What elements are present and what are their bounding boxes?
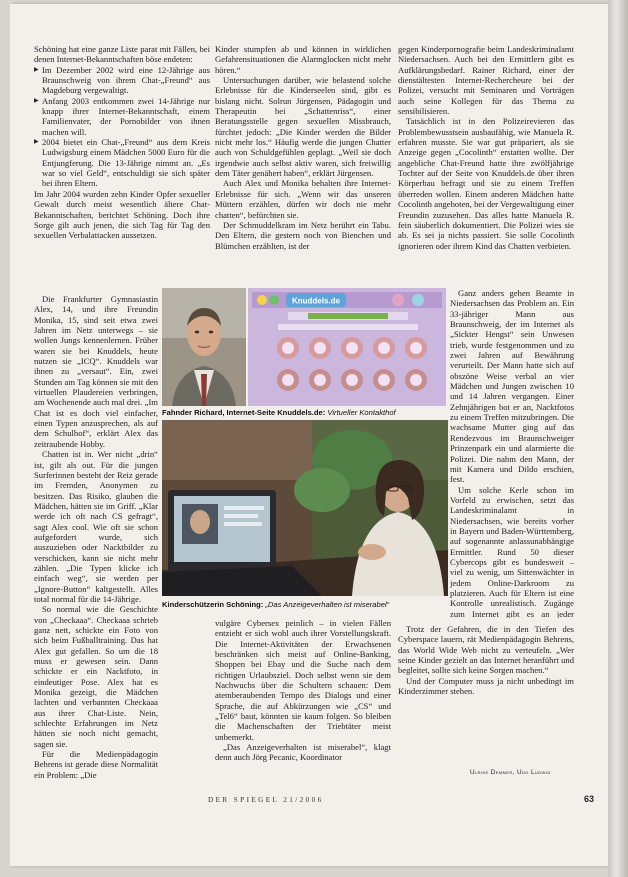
paragraph: ▶ Anfang 2003 entkommen zwei 14-Jährige nur knapp ihrer Internet-Bekanntschaft, einem Familienvater, der Pornobilder von ihnen machen will. [34,96,210,137]
paragraph: ▶ 2004 bietet ein Chat-„Freund“ aus dem Kreis Ludwigsburg einem Mädchen 5000 Euro für die Entjungferung. Die 13-Jährige nimmt an. „Es war so viel Geld“, entschuldigt sie sich später bei ihren Eltern. [34,137,210,189]
page-footer: DER SPIEGEL 21/2006 [208,796,324,804]
paragraph: Um solche Kerle schon im Vorfeld zu erwischen, setzt das Landeskriminalamt in Niedersachsen, wie bereits vorher in Bayern und Baden-Württemberg, auf sogenannte anlassunabhängige Ermittler. Rund 50 dieser Cybercops gibt es bundesweit – viel zu wenig, um Sittenwächter in jedem Online-Darkroom zu platzieren. Auch für Eltern ist eine Kontrolle unrealistisch. Zugänge zum Internet gibt es an jeder [450,484,574,618]
photo-schoening [162,420,448,596]
paragraph: Untersuchungen darüber, wie belastend solche Erlebnisse für die Kinderseelen sind, gibt es bislang nicht. Solrun Jürgensen, Pädagogin und Therapeutin bei „Schattenriss“, einer Beratungsstelle gegen sexuellen Missbrauch, fürchtet jedoch: „Die Kinder werden die Bilder nicht mehr los.“ Häufig werde die jungen Chatter auch von Schuldgefühlen geplagt. „Weil sie doch irgendwie auch selbst aktiv waren, sich freiwillig dem Täter genähert haben“, erklärt Jürgensen. [215,75,391,179]
photo-richard [162,288,246,406]
paragraph: Auch Alex und Monika behalten ihre Internet-Erlebnisse für sich. „Wenn wir das unseren Müttern erzählen, dürfen wir doch nie mehr chatten“, befürchten sie. [215,178,391,220]
page-number: 63 [584,794,595,804]
article-column-3 [398,44,574,284]
paragraph: Für die Medienpädagogin Behrens ist gerade diese Normalität ein Problem: „Die [34,749,158,780]
paragraph: Kinder stumpfen ab und können in wirklichen Gefahrensituationen die Alarmglocken nicht mehr hören.“ [215,44,391,75]
paragraph: vulgäre Cybersex peinlich – in vielen Fällen entzieht er sich wohl auch ihrer Vorstellungskraft. Die Internet-Aktivitäten der Erwachsenen beschränken sich meist auf Online-Banking, Shoppen bei Ebay und die Suche nach dem richtigen Urlaubsziel. Doch selbst wenn sie dem Nachwuchs über die Schultern schauen: Dem atemberaubenden Tempo des Dialogs und einer Sprache, die auf Abkürzungen wie „CS“ und „Tel6“ baut, könnten sie kaum folgen. So bleiben die Machenschaften der Triebtäter meist unbemerkt. [215,618,391,742]
article-column-1-narrow [34,294,158,794]
knuddels-screenshot [248,288,446,406]
paragraph: „Das Anzeigeverhalten ist miserabel“, klagt denn auch Jörg Pecanic, Koordinator [215,742,391,763]
article-column-3-narrow [450,288,574,618]
article-column-2 [215,44,391,282]
byline: Ulrike Demmer, Udo Ludwig [470,769,551,776]
paragraph: So normal wie die Geschichte von „Checkaaa“. Checkaaa schrieb ganz nett, schickte ein Foto von sich beim Fußballtraining. Das hat Alex gut gefallen. So um die 18 muss er gewesen sein. Dann schickte er ein Nacktfoto, in eindeutiger Pose. Alex hat es Monika gezeigt, die Mädchen lachten und verbannten Checkaaa aus ihrer Chat-Liste. Nein, schlechte Erfahrungen im Netz hätten sie noch nicht gemacht, sagen sie. [34,604,158,749]
knuddels-logo: Knuddels.de [291,296,341,306]
article-column-1 [34,44,210,294]
paragraph: Ganz anders gehen Beamte in Niedersachsen das Problem an. Ein 33-jähriger Mann aus Braunschweig, der im Internet als „Sickter Hengst“ sein Unwesen trieb, wurde festgenommen und zu zwei Jahren auf Bewährung verurteilt. Der Mann hatte sich auf obszöne Weise verbal an vier Mädchen und Jungen zwischen 10 und 14 Jahren vergangen. Einer Zehnjährigen bot er an, Nacktfotos zu einem Treffen mitzubringen. Die wachsame Mutter ging auf das Rendezvous im Braunschweiger Prinzenpark ein und alarmierte die Polizei. Die nahm den Mann, der mit Kamera und Dildo erschien, fest. [450,288,574,485]
page-fold [608,0,628,877]
article-column-3-bottom [398,624,574,764]
paragraph: ▶ Im Dezember 2002 wird eine 12-Jährige aus Braunschweig von ihrem Chat-„Freund“ aus Magdeburg vergewaltigt. [34,65,210,96]
paragraph: Tatsächlich ist in den Polizeirevieren das Problembewusstsein ausbaufähig, wie Manuela R. erfahren musste. Sie war gut präpariert, als sie Anzeige gegen „Cocolinth“ erstatten wollte. Der angebliche Chat-Freund hatte ihre zwölfjährige Tochter auf der Seite von Knuddels.de über ihren Körperbau befragt und sie zu einem Treffen überreden wollen. Einem anderen Mädchen hatte Cocolinth angeboten, bei der Vergewaltigung einer Freundin zuzusehen. Das alles hatte Manuela R. fein säuberlich dokumentiert. Die Polizei wies sie ab. Es sei ja nichts passiert. Sie solle Cocolinth ignorieren oder ihrem Kind das Chatten verbieten. [398,116,574,251]
paragraph: Schöning hat eine ganze Liste parat mit Fällen, bei denen Internet-Bekanntschaften böse endeten: [34,44,210,65]
paragraph: Die Frankfurter Gymnasiastin Alex, 14, und ihre Freundin Monika, 15, sind seit etwa zwei Jahren im Netz unterwegs – sie wollen Jungs kennenlernen. Früher waren sie bei Knuddels, heute nutzen sie „ICQ“. Knuddels war ihnen zu „versaut“. Ein, zwei Stunden am Tag können sie mit den virtuellen Plaudereien verbringen, am Wochenende auch mal drei. „Im Chat ist es doch viel einfacher, einen Typen anzusprechen, als auf dem Schulhof“, erklärt Alex das zeitraubende Hobby. [34,294,158,449]
paragraph: Und der Computer muss ja nicht unbedingt im Kinderzimmer stehen. [398,675,574,697]
article-column-2-bottom [215,618,391,788]
paragraph: Chatten ist in. Wer nicht „drin“ ist, gilt als out. Für die jungen Surferinnen besteht der Reiz gerade im Fremden, Anonymen zu besitzen. Das Risiko, glauben die Mädchen, hätten sie im Griff. „Klar werde ich oft nach CS gefragt“, sagt Alex cool. Wie oft sie schon aufgefordert wurde, sich auszuziehen oder Nacktbilder zu verschicken, kann sie nicht mehr zählen. „Die Typen klicke ich einfach weg“, sie werden per „Ignore-Button“ kaltgestellt. Alles total normal für die 14-Jährige. [34,449,158,604]
caption-photo-2: Kinderschützerin Schöning: „Das Anzeigeverhalten ist miserabel“ [162,600,390,609]
caption-photo-1: Fahnder Richard, Internet-Seite Knuddels.de: Virtueller Kontakthof [162,408,396,417]
paragraph: Im Jahr 2004 wurden zehn Kinder Opfer sexueller Gewalt durch meist wesentlich ältere Chat-Bekanntschaften, berichtet Schöning. Doch ihre Sorge gilt auch jenen, die sich Tag für Tag den sexuellen Verbalattacken aussetzen. [34,188,210,241]
paragraph: Der Schmuddelkram im Netz berührt ein Tabu. Den Eltern, die gestern noch von Bienchen und Blümchen erzählten, ist der [215,219,391,251]
paragraph: gegen Kinderpornografie beim Landeskriminalamt Niedersachsen. Auch bei den Ermittlern gibt es Aufklärungsbedarf. Rainer Richard, einer der dienstältesten Internet-Rechercheure bei der Polizei, versucht mit Seminaren und Vorträgen auch seine Kollegen für das Thema zu sensibilisieren. [398,44,574,117]
paragraph: Trotz der Gefahren, die in den Tiefen des Cyberspace lauern, rät Medienpädagogin Behrens, das World Wide Web nicht zu verteufeln. „Wer seine Kinder gezielt an das Internet heranführt und begleitet, sollte sich keine Sorgen machen.“ [398,624,574,676]
